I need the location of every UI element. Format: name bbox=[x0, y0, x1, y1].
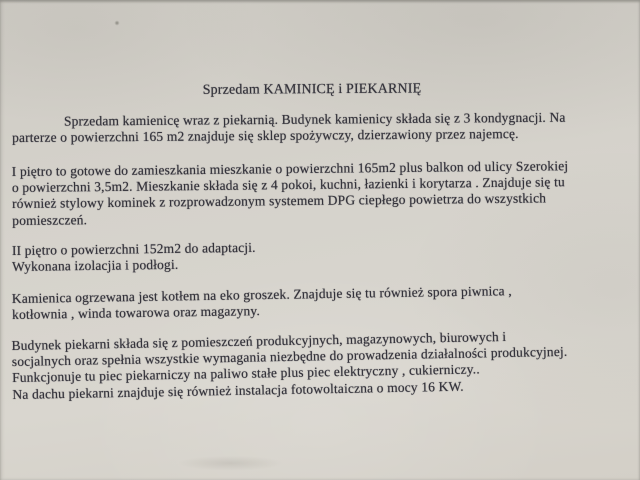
paragraph-first-floor: I piętro to gotowe do zamieszkania mieszkanie o powierzchni 165m2 plus balkon od ulicy Szerokiej o powierzchni 3,5m2. Mieszkanie składa się z 4 pokoi, kuchni, łazienki i korytarza . Znajduje się tu również stylowy kominek z rozprowadzonym systemem DPG ciepłego powietrza do wszystkich pomieszczeń. bbox=[11, 157, 569, 228]
paragraph-intro: Sprzedam kamienicę wraz z piekarnią. Budynek kamienicy składa się z 3 kondygnacji. Na parterze o powierzchni 165 m2 znajduje się sklep spożywczy, dzierzawiony przez najemcę. bbox=[12, 109, 566, 146]
document-title: Sprzedam KAMINICĘ i PIEKARNIĘ bbox=[202, 81, 422, 98]
paragraph-heating: Kamienica ogrzewana jest kotłem na eko groszek. Znajduje się tu również spora piwnica , kotłownia , winda towarowa oraz magazyny. bbox=[11, 282, 512, 323]
document-page bbox=[11, 81, 628, 403]
paragraph-bakery: Budynek piekarni składa się z pomieszczeń produkcyjnych, magazynowych, biurowych i socjalnych oraz spełnia wszystkie wymagania niezbędne do prowadzenia działalności produkcyjnej. Funkcjonuje tu piec piekarniczy na paliwo stałe plus piec elektryczny , cukierniczy.. Na dachu piekarni znajduje się również instalacja fotowoltaiczna o mocy 16 KW. bbox=[11, 329, 568, 402]
paragraph-second-floor: II piętro o powierzchni 152m2 do adaptacji. Wykonana izolacjia i podłogi. bbox=[11, 240, 256, 275]
